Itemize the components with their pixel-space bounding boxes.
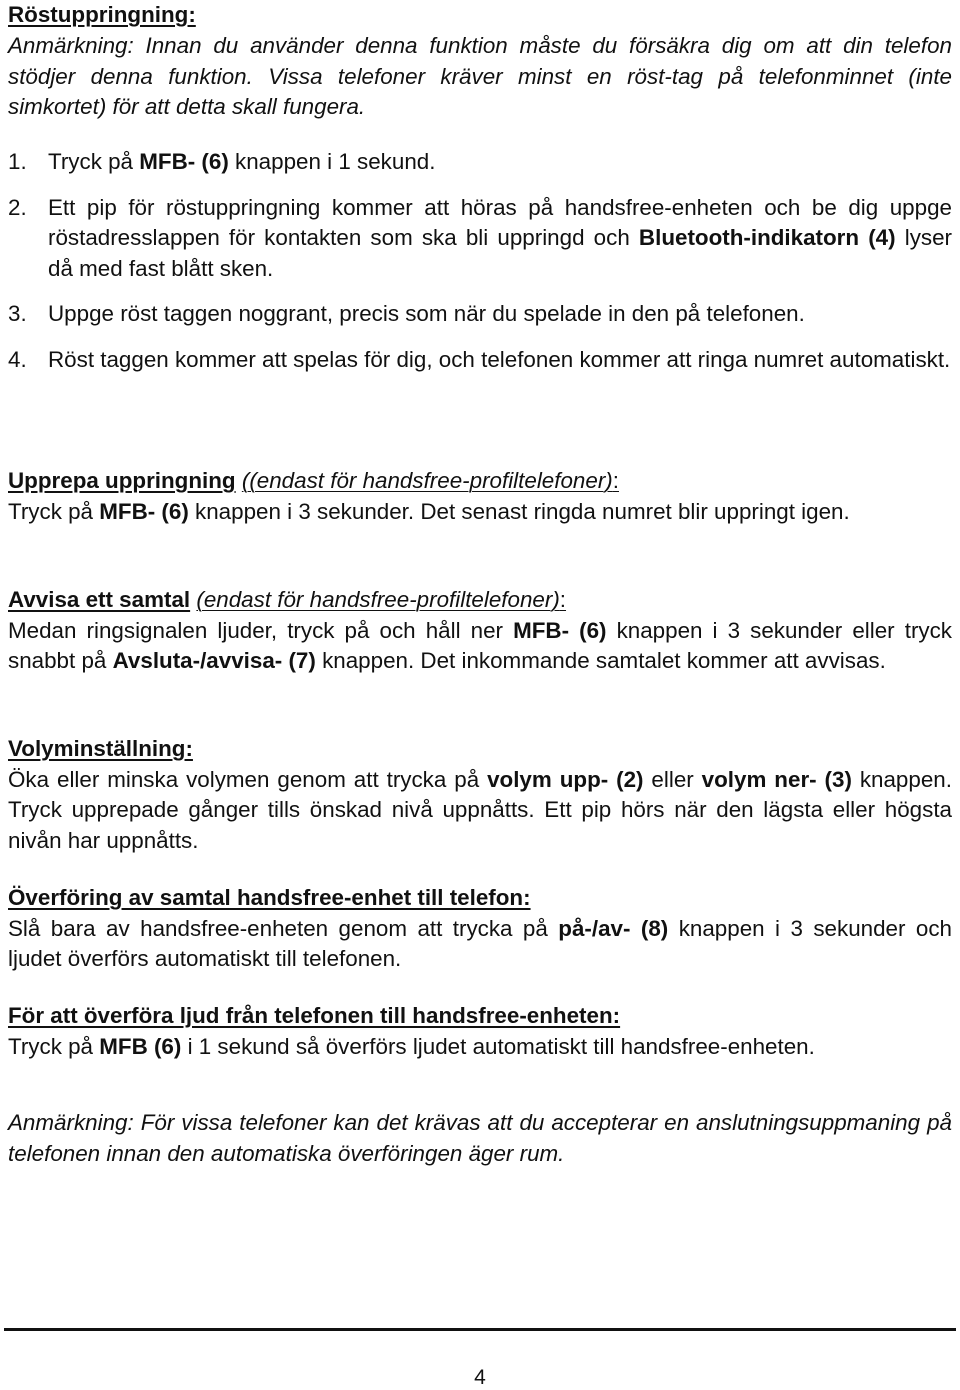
transfer-to-phone-section xyxy=(8,883,952,975)
body-text: i 1 sekund så överförs ljudet automatiskt till handsfree-enheten. xyxy=(181,1033,815,1059)
body-text: eller xyxy=(643,766,702,792)
step-number: 1. xyxy=(8,149,27,174)
body-bold: volym upp- (2) xyxy=(487,766,644,792)
volume-section xyxy=(8,734,952,856)
body-bold: på-/av- (8) xyxy=(558,915,669,941)
page-number: 4 xyxy=(474,1366,486,1389)
section-subheading: ((endast för handsfree-profiltelefoner) xyxy=(241,468,613,493)
body-bold: volym ner- (3) xyxy=(701,766,852,792)
step-number: 3. xyxy=(8,301,27,326)
body-text: knappen. Tryck upprepade gånger tills önskad nivå uppnåtts. Ett pip hörs när den lägsta eller högsta nivån har uppnåtts. xyxy=(8,766,952,853)
body-text: Slå bara av handsfree-enheten genom att trycka på xyxy=(8,915,559,941)
voice-dial-steps xyxy=(8,147,952,375)
voice-dial-heading xyxy=(8,0,952,31)
body-bold: MFB- (6) xyxy=(513,617,607,643)
list-item xyxy=(8,147,952,178)
step-text: lyser då med fast blått sken. xyxy=(48,225,952,281)
voice-dial-note: Anmärkning: Innan du använder denna funktion måste du försäkra dig om att din telefon stödjer denna funktion. Vissa telefoner kräver minst en röst-tag på telefonminnet (inte simkortet) för att detta skall fungera. xyxy=(8,33,952,119)
section-heading: Upprepa uppringning xyxy=(8,468,236,493)
section-heading: Röstuppringning: xyxy=(8,2,196,27)
step-text: knappen i 1 sekund. xyxy=(228,149,436,174)
list-item xyxy=(8,299,952,330)
body-bold: MFB- (6) xyxy=(99,498,189,524)
section-heading: Volyminställning: xyxy=(8,736,193,761)
body-text: Tryck på xyxy=(8,498,100,524)
step-text: Röst taggen kommer att spelas för dig, och telefonen kommer att ringa numret automatiskt. xyxy=(48,346,951,372)
body-text: knappen i 3 sekunder. Det senast ringda numret blir uppringt igen. xyxy=(188,498,850,524)
body-text: Tryck på xyxy=(8,1033,100,1059)
body-text: knappen i 3 sekunder eller tryck snabbt på xyxy=(8,617,952,673)
list-item xyxy=(8,345,952,376)
heading-colon: : xyxy=(612,468,619,493)
section-heading: Avvisa ett samtal xyxy=(8,587,191,612)
body-text: knappen i 3 sekunder och ljudet överförs automatiskt till telefonen. xyxy=(8,915,952,971)
list-item xyxy=(8,193,952,285)
step-bold: Bluetooth-indikatorn (4) xyxy=(638,225,896,250)
body-text: Öka eller minska volymen genom att trycka på xyxy=(8,766,488,792)
reject-section xyxy=(8,585,952,677)
step-text: Uppge röst taggen noggrant, precis som när du spelade in den på telefonen. xyxy=(48,301,805,326)
step-text: Tryck på xyxy=(48,149,140,174)
section-heading: För att överföra ljud från telefonen till handsfree-enheten: xyxy=(8,1003,621,1028)
step-bold: MFB- (6) xyxy=(139,149,229,174)
step-number: 2. xyxy=(8,194,27,220)
transfer-to-handsfree-section xyxy=(8,1001,952,1062)
body-bold: Avsluta-/avvisa- (7) xyxy=(112,648,316,673)
step-text: Ett pip för röstuppringning kommer att höras på handsfree-enheten och be dig uppge röstadresslappen för kontakten som ska bli uppringd och xyxy=(48,194,952,250)
body-text: Medan ringsignalen ljuder, tryck på och håll ner xyxy=(8,617,514,643)
body-text: knappen. Det inkommande samtalet kommer att avvisas. xyxy=(315,648,886,673)
heading-colon: : xyxy=(559,587,567,612)
section-subheading: (endast för handsfree-profiltelefoner) xyxy=(196,587,560,612)
section-heading: Överföring av samtal handsfree-enhet till telefon: xyxy=(8,885,531,910)
step-number: 4. xyxy=(8,346,27,372)
footer-divider xyxy=(4,1328,956,1331)
final-note: Anmärkning: För vissa telefoner kan det krävas att du accepterar en anslutningsuppmaning på telefonen innan den automatiska överföringen äger rum. xyxy=(8,1110,952,1166)
redial-section xyxy=(8,466,952,527)
body-bold: MFB (6) xyxy=(99,1033,182,1059)
